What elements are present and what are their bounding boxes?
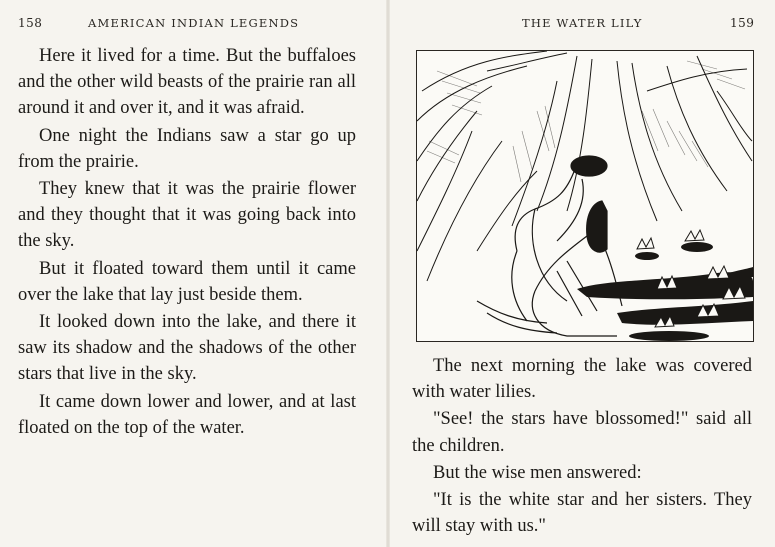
paragraph: It came down lower and lower, and at last floated on the top of the water. [18, 391, 356, 438]
paragraph: It looked down into the lake, and there it saw its shadow and the shadows of the other stars that live in the sky. [18, 312, 356, 385]
paragraph: "It is the white star and her sisters. They will stay with us." [412, 490, 752, 537]
paragraph: The next morning the lake was covered with water lilies. [412, 356, 752, 403]
paragraph: But the wise men answered: [433, 462, 642, 483]
right-page [388, 0, 775, 547]
paragraph: Here it lived for a time. But the buffaloes and the other wild beasts of the prairie ran all around it and over it, and it was afraid. [18, 46, 356, 119]
left-running-head: AMERICAN INDIAN LEGENDS [88, 16, 300, 30]
left-body-text [18, 43, 356, 441]
left-page-number: 158 [18, 16, 43, 30]
two-children-by-lily-pond-icon [417, 51, 753, 341]
right-page-number: 159 [730, 16, 755, 30]
right-body-text [412, 353, 752, 539]
right-running-head: THE WATER LILY [522, 16, 643, 30]
illustration [416, 50, 754, 342]
paragraph: "See! the stars have blossomed!" said all the children. [412, 409, 752, 456]
paragraph: But it floated toward them until it came over the lake that lay just beside them. [18, 258, 356, 305]
paragraph: One night the Indians saw a star go up from the prairie. [18, 125, 356, 172]
paragraph: They knew that it was the prairie flower and they thought that it was going back into the sky. [18, 179, 356, 252]
